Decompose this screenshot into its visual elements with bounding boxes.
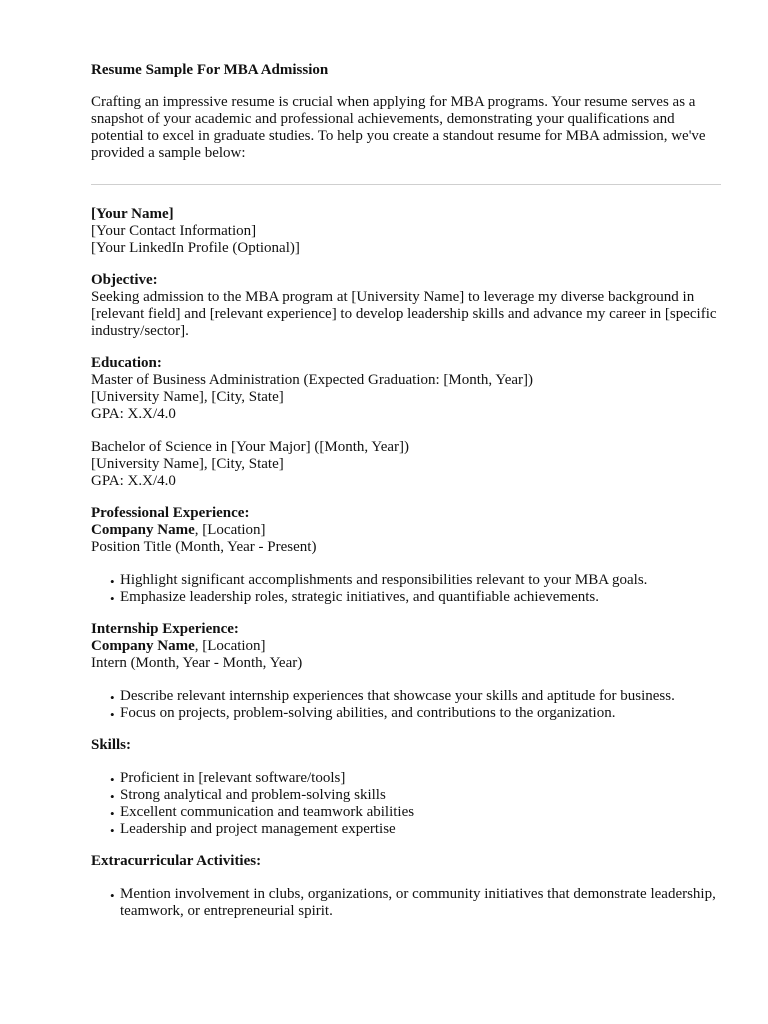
bullet-icon: • [110,574,115,589]
bullet-text: Leadership and project management expertise [120,821,396,837]
professional-company-line [91,522,721,539]
bullet-text: Proficient in [relevant software/tools] [120,770,346,786]
list-item [110,787,721,804]
extracurricular-heading: Extracurricular Activities: [91,853,262,869]
linkedin-profile: [Your LinkedIn Profile (Optional)] [91,240,300,256]
internship-experience-heading: Internship Experience: [91,621,239,637]
education-heading: Education: [91,355,162,371]
education-entry [91,372,721,423]
company-location: , [Location] [194,522,266,538]
list-item [110,589,721,606]
company-location: , [Location] [194,638,266,654]
bullet-icon: • [110,690,115,705]
bullet-text: Focus on projects, problem-solving abilities, and contributions to the organization. [120,705,616,721]
bullet-icon: • [110,707,115,722]
objective-text: Seeking admission to the MBA program at [University Name] to leverage my diverse background in [relevant field] and [relevant experience] to develop leadership skills and advance my career in [specific industry/sector]. [91,289,717,339]
list-item [110,804,721,821]
bullet-text: Excellent communication and teamwork abilities [120,804,415,820]
education-entry [91,439,721,490]
resume-name: [Your Name] [91,206,174,222]
objective-heading: Objective: [91,272,158,288]
education-gpa: GPA: X.X/4.0 [91,473,176,489]
internship-position: Intern (Month, Year - Month, Year) [91,655,303,671]
professional-bullet-list [91,572,721,606]
bullet-text: Describe relevant internship experiences that showcase your skills and aptitude for business. [120,688,675,704]
document-page [91,62,721,920]
contact-information: [Your Contact Information] [91,223,257,239]
intro-paragraph: Crafting an impressive resume is crucial when applying for MBA programs. Your resume serves as a snapshot of your academic and professional achievements, demonstrating your qualifications and potential to excel in graduate studies. To help you create a standout resume for MBA admission, we've provided a sample below: [91,94,706,161]
internship-company-line [91,638,721,655]
skills-bullet-list [91,770,721,838]
education-school: [University Name], [City, State] [91,389,284,405]
bullet-text: Emphasize leadership roles, strategic initiatives, and quantifiable achievements. [120,589,599,605]
list-item [110,572,721,589]
bullet-icon: • [110,888,115,903]
skills-heading: Skills: [91,737,132,753]
education-gpa: GPA: X.X/4.0 [91,406,176,422]
divider-line [91,184,721,185]
education-school: [University Name], [City, State] [91,456,284,472]
list-item [110,821,721,838]
list-item [110,688,721,705]
bullet-icon: • [110,823,115,838]
document-title: Resume Sample For MBA Admission [91,62,329,78]
company-name: Company Name [91,638,195,654]
education-degree: Bachelor of Science in [Your Major] ([Month, Year]) [91,439,409,455]
bullet-text: Mention involvement in clubs, organizations, or community initiatives that demonstrate leadership, teamwork, or entrepreneurial spirit. [120,886,716,919]
bullet-icon: • [110,591,115,606]
bullet-text: Highlight significant accomplishments and responsibilities relevant to your MBA goals. [120,572,648,588]
company-name: Company Name [91,522,195,538]
list-item [110,770,721,787]
extracurricular-bullet-list [91,886,721,920]
professional-experience-heading: Professional Experience: [91,505,250,521]
list-item [110,705,721,722]
bullet-text: Strong analytical and problem-solving skills [120,787,386,803]
bullet-icon: • [110,789,115,804]
education-degree: Master of Business Administration (Expected Graduation: [Month, Year]) [91,372,534,388]
internship-bullet-list [91,688,721,722]
professional-position: Position Title (Month, Year - Present) [91,539,317,555]
list-item [110,886,721,920]
bullet-icon: • [110,806,115,821]
bullet-icon: • [110,772,115,787]
